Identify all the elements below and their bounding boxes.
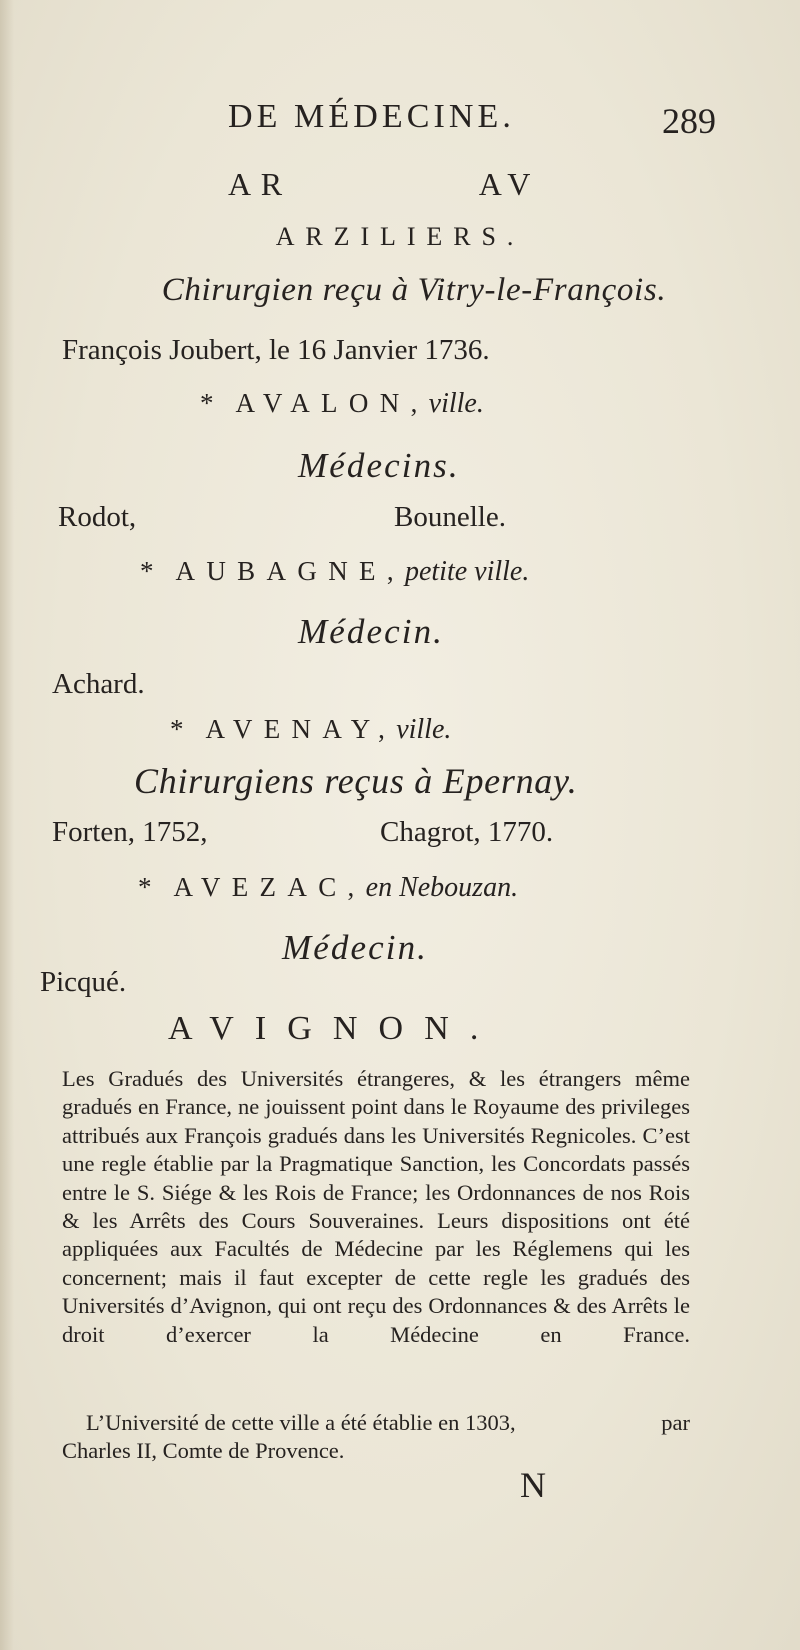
entry-person-chagrot: Chagrot, 1770. <box>380 816 554 848</box>
entry-category-avalon: Médecins. <box>298 446 460 485</box>
place-type: petite ville. <box>404 556 530 587</box>
entry-category-arziliers: Chirurgien reçu à Vitry-le-François. <box>161 272 667 308</box>
paragraph-2-line-1-text: L’Université de cette ville a été établie en 1303, <box>86 1410 516 1435</box>
running-head: DE MÉDECINE. <box>228 98 515 135</box>
entry-heading-arziliers: ARZILIERS. <box>275 222 525 251</box>
entry-category-aubagne: Médecin. <box>298 612 445 651</box>
paragraph-2-line-1-end: par <box>661 1410 690 1435</box>
paragraph-2-line-2: Charles II, Comte de Provence. <box>62 1438 345 1464</box>
entry-heading-avalon <box>200 388 484 420</box>
entry-person-forten: Forten, 1752, <box>52 816 208 848</box>
entry-person-achard: Achard. <box>52 668 145 700</box>
place-type: en Nebouzan. <box>365 872 519 903</box>
place-name: AVEZAC, <box>173 872 366 902</box>
asterisk-mark: * <box>140 556 154 586</box>
entry-category-avenay: Chirurgiens reçus à Epernay. <box>134 761 578 801</box>
asterisk-mark: * <box>138 872 152 902</box>
catchwords <box>228 166 540 203</box>
entry-person-rodot: Rodot, <box>58 501 137 533</box>
place-type: ville. <box>396 714 452 745</box>
asterisk-mark: * <box>170 714 184 744</box>
avignon-paragraph-1: Les Gradués des Universités étrangeres, & les étrangers même gradués en France, ne jouissent point dans le Royaume des privileges attribués aux François gradués dans les Universités Regnicoles. C’est une regle établie par la Pragmatique Sanction, les Concordats passés entre le S. Siége & les Rois de France; les Ordonnances de nos Rois & les Arrêts des Cours Souveraines. Leurs dispositions ont été appliquées aux Facultés de Médecine par les Réglemens qui les concernent; mais il faut excepter de cette regle les gradués des Universités d’Avignon, qui ont reçu des Ordonnances & des Arrêts le droit d’exercer la Médecine en France. <box>62 1066 690 1347</box>
place-name: AUBAGNE, <box>175 556 405 586</box>
avignon-paragraph-2 <box>62 1409 690 1466</box>
section-title-avignon: AVIGNON. <box>168 1010 500 1047</box>
entry-heading-aubagne <box>140 556 529 588</box>
place-name: AVALON, <box>235 388 429 418</box>
place-name: AVENAY, <box>205 714 397 744</box>
catchword-right: AV <box>478 166 540 202</box>
entry-heading-avezac <box>138 872 518 904</box>
entry-person-picque: Picqué. <box>40 966 127 998</box>
entry-category-avezac: Médecin. <box>282 928 429 967</box>
place-type: ville. <box>428 388 484 419</box>
entry-persons-arziliers: François Joubert, le 16 Janvier 1736. <box>62 334 490 366</box>
signature-mark: N <box>520 1465 546 1505</box>
paragraph-2-line-1 <box>62 1409 690 1437</box>
page-number: 289 <box>662 101 716 141</box>
asterisk-mark: * <box>200 388 214 418</box>
entry-heading-avenay <box>170 714 451 746</box>
catchword-left: AR <box>228 166 292 202</box>
entry-person-bounelle: Bounelle. <box>394 501 506 533</box>
